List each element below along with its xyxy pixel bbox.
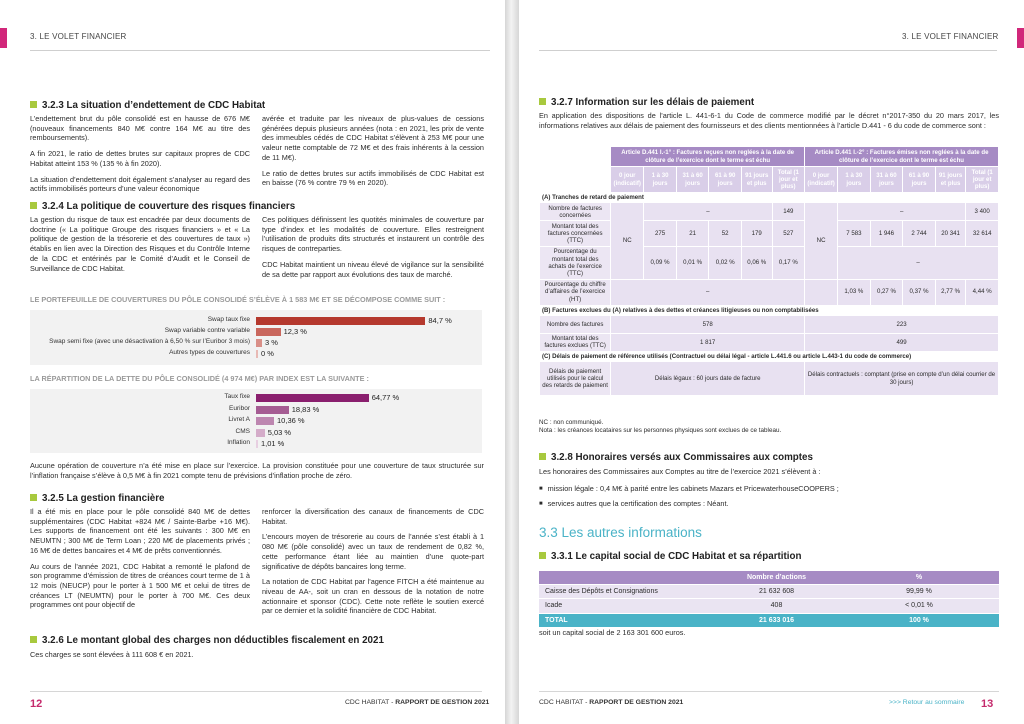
bar-category-label: Swap taux fixe xyxy=(207,316,250,323)
debt-index-chart xyxy=(30,389,482,453)
table-section-b: (B) Factures exclues du (A) relatives à des dettes et créances litigieuses ou non comptabilisées xyxy=(540,305,999,315)
footer-title: CDC HABITAT - RAPPORT DE GESTION 2021 xyxy=(345,699,490,706)
section-tab-marker xyxy=(0,28,7,48)
hedging-portfolio-chart xyxy=(30,310,482,365)
share-capital-table: Nombre d’actions % Caisse des Dépôts et Consignations 21 632 608 99,99 % Icade 408 < 0,01 % TOTAL 21 633 016 100 % xyxy=(539,570,999,627)
list-item: ■ services autres que la certification des comptes : Néant. xyxy=(539,499,729,509)
section-header: 3. LE VOLET FINANCIER xyxy=(30,32,127,41)
text-full: Ces charges se sont élevées à 111 608 € en 2021. xyxy=(30,650,194,659)
table-total-row: TOTAL 21 633 016 100 % xyxy=(539,613,999,627)
bullet-square-icon xyxy=(30,636,37,643)
table-row: Délais de paiement utilisés pour le calcul des retards de paiement Délais légaux : 60 jours date de facture Délais contractuels : comptant (prise en compte d’un délai courrier de 30 jours) xyxy=(540,362,999,396)
page-number: 12 xyxy=(30,698,43,710)
bar-category-label: Swap semi fixe (avec une désactivation à 6,50 % sur l’Euribor 3 mois) xyxy=(49,338,250,345)
bar xyxy=(256,417,274,425)
bullet-square-icon xyxy=(30,494,37,501)
bar xyxy=(256,317,425,325)
bar-category-label: Inflation xyxy=(227,439,250,447)
table-header-issued: Article D.441 I.-2° : Factures émises non reglées à la date de clôture de l’exercice dont le terme est échu xyxy=(805,147,999,167)
text-col-1: La gestion du risque de taux est encadrée par deux documents de doctrine (« La politique Groupe des risques financiers » et « La politique de gestion de la trésorerie et des couvertures de taux ») établis en lien avec la Direction des Risques et du Contrôle Interne de la CDC et entérinés par le Comité d’Audit et le Conseil de Surveillance de CDC Habitat. xyxy=(30,215,250,273)
table-notes: NC : non communiqué. Nota : les créances locataires sur les personnes physiques sont exclues de ce tableau. xyxy=(539,419,782,435)
bar-value-label: 0 % xyxy=(261,349,274,358)
heading-3-2-3: 3.2.3 La situation d’endettement de CDC Habitat xyxy=(30,100,265,113)
back-to-summary-link[interactable]: >>> Retour au sommaire xyxy=(889,699,965,706)
section-header: 3. LE VOLET FINANCIER xyxy=(902,32,999,41)
page-right xyxy=(519,0,1024,724)
bar-category-label: Taux fixe xyxy=(224,393,250,400)
bar-category-label: Swap variable contre variable xyxy=(164,327,250,334)
bar-value-label: 10,36 % xyxy=(277,416,305,426)
bar xyxy=(256,394,369,402)
table-row: Montant total des factures exclues (TTC) 1 817 499 xyxy=(540,333,999,351)
footer-title: CDC HABITAT - RAPPORT DE GESTION 2021 xyxy=(539,699,684,706)
table-section-a: (A) Tranches de retard de paiement xyxy=(540,193,999,203)
table-row: Nombre de factures concernées NC – 149 NC – 3 400 xyxy=(540,203,999,221)
text-col-1: Il a été mis en place pour le pôle consolidé 840 M€ de dettes supplémentaires (CDC Habitat +824 M€ / Sainte-Barbe +16 M€). Les supports de financement ont été les suivants : 300 M€ en NEUMTN ; 300 M€ de Term Loan ; 220 M€ de placements privés ; 16 M€ de dettes bancaires et 4 M€ de prêts conventionnés. Au cours de l’année 2021, CDC Habitat a remonté le plafond de son programme d’émission de titres de créances court terme de 1 à 12 mois (NEUCP) pour le porter à 1 500 M€ et celui de titres de créances LT (NEUMTN) pour le porter à 700 M€. Ces deux programmes ont pour objectif de xyxy=(30,507,250,610)
heading-3-2-5: 3.2.5 La gestion financière xyxy=(30,493,165,506)
bar-value-label: 18,83 % xyxy=(291,404,320,414)
list-item: ■ mission légale : 0,4 M€ à parité entre les cabinets Mazars et PricewaterhouseCOOPERS ; xyxy=(539,484,839,494)
heading-3-2-8: 3.2.8 Honoraires versés aux Commissaires aux comptes xyxy=(539,452,813,465)
section-tab-marker xyxy=(1017,28,1024,48)
bullet-square-icon xyxy=(30,101,37,108)
bar-value-label: 84,7 % xyxy=(428,316,452,325)
text-full: Les honoraires des Commissaires aux Comptes au titre de l’exercice 2021 s’élèvent à : xyxy=(539,467,821,476)
page-number: 13 xyxy=(981,698,994,710)
heading-3-3-1: 3.3.1 Le capital social de CDC Habitat et sa répartition xyxy=(539,551,801,564)
heading-3-3: 3.3 Les autres informations xyxy=(539,525,702,540)
text-full: soit un capital social de 2 163 301 600 euros. xyxy=(539,628,686,637)
page-gutter xyxy=(505,0,519,724)
bar-value-label: 64,77 % xyxy=(371,393,400,402)
table-header-received: Article D.441 I.-1° : Factures reçues non reglées à la date de clôture de l’exercice dont le terme est échu xyxy=(611,147,805,167)
bar-value-label: 12,3 % xyxy=(283,327,307,336)
bar xyxy=(256,429,265,437)
bar-category-label: Livret A xyxy=(228,416,250,424)
header-rule xyxy=(30,50,490,51)
bar xyxy=(256,406,289,414)
page-left xyxy=(0,0,505,724)
table-row: Montant total des factures concernées (TTC) 275 21 52 179 527 7 583 1 946 2 744 20 341 32 614 xyxy=(540,221,999,247)
chart-1-caption: LE PORTEFEUILLE DE COUVERTURES DU PÔLE CONSOLIDÉ S’ÉLÈVE À 1 583 M€ ET SE DÉCOMPOSE COMME SUIT : xyxy=(30,295,446,304)
bar-value-label: 5,03 % xyxy=(267,427,292,437)
table-row: Nombre des factures 578 223 xyxy=(540,315,999,333)
heading-3-2-7: 3.2.7 Information sur les délais de paiement xyxy=(539,97,754,110)
chart-2-caption: LA RÉPARTITION DE LA DETTE DU PÔLE CONSOLIDÉ (4 974 M€) PAR INDEX EST LA SUIVANTE : xyxy=(30,374,369,383)
bullet-square-icon xyxy=(539,552,546,559)
table-row: Caisse des Dépôts et Consignations 21 632 608 99,99 % xyxy=(539,585,999,599)
table-row: Pourcentage du montant total des achats de l’exercice (TTC) 0,09 % 0,01 % 0,02 % 0,06 % 0,17 % – xyxy=(540,247,999,279)
bar-category-label: Euribor xyxy=(229,404,250,412)
footer-rule xyxy=(30,691,482,692)
text-full: En application des dispositions de l’article L. 441-6-1 du Code de commerce modifié par le décret n°2017-350 du 20 mars 2017, les informations relatives aux délais de paiement des fournisseurs et des clients mentionnées à l’article D.441 - 6 du code de commerce sont : xyxy=(539,111,999,130)
bar-value-label: 3 % xyxy=(265,338,278,347)
bullet-square-icon xyxy=(539,98,546,105)
text-col-1: L’endettement brut du pôle consolidé est en hausse de 676 M€ (nouveaux financements 840 M€ contre 164 M€ au titre des remboursements). A fin 2021, le ratio de dettes brutes sur capitaux propres de CDC Habitat atteint 153 % (135 % à fin 2020). La situation d’endettement doit également s’analyser au regard des actifs immobilisés porteurs d’une valeur économique xyxy=(30,114,250,194)
text-col-2: avérée et traduite par les niveaux de plus-values de cessions générées depuis plusieurs années (nota : en 2021, les prix de vente des immeubles cédés de CDC Habitat s’élèvent à 253 M€ pour une valeur nette comptable de 72 M€ et des frais inhérents à la cession de 11 M€). Le ratio de dettes brutes sur actifs immobilisés de CDC Habitat est en baisse (76 % contre 79 % en 2020). xyxy=(262,114,484,188)
text-col-2: renforcer la diversification des canaux de financements de CDC Habitat. L’encours moyen de trésorerie au cours de l’année s’est établi à 1 080 M€ (pôle consolidé) avec un taux de rendement de 0,82 %, cette performance étant liée au maintien d’une quote-part significative de dépôts bancaires long terme. La notation de CDC Habitat par l’agence FITCH a été maintenue au niveau de AA-, soit un cran en dessous de la notation de notre actionnaire et sponsor (CDC). Cette note reflète le soutien exercé par ce dernier et la solidité financière de CDC Habitat. xyxy=(262,507,484,616)
bar-value-label: 1,01 % xyxy=(261,439,285,449)
bar xyxy=(256,350,258,358)
text-col-2: Ces politiques définissent les quotités minimales de couverture par type d’index et les modalités de couverture. Elles restreignent l’utilisation de produits dits structurés et instaurent un contrôle des risques de contreparties. CDC Habitat maintient un niveau élevé de vigilance sur la sensibilité de sa dette par rapport aux évolutions des taux de marché. xyxy=(262,215,484,279)
bar-category-label: CMS xyxy=(235,427,250,435)
bullet-square-icon xyxy=(30,202,37,209)
bar xyxy=(256,328,281,336)
bullet-square-icon xyxy=(539,453,546,460)
bar-category-label: Autres types de couvertures xyxy=(169,349,250,356)
header-rule xyxy=(539,50,997,51)
table-row: Pourcentage du chiffre d’affaires de l’exercice (HT) – 1,03 % 0,27 % 0,37 % 2,77 % 4,44 % xyxy=(540,279,999,305)
bar xyxy=(256,440,258,448)
footer-rule xyxy=(539,691,999,692)
table-section-c: (C) Délais de paiement de référence utilisés (Contractuel ou délai légal - article L.441.6 ou article L.443-1 du code de commerce) xyxy=(540,351,999,361)
table-row: Icade 408 < 0,01 % xyxy=(539,599,999,613)
heading-3-2-6: 3.2.6 Le montant global des charges non déductibles fiscalement en 2021 xyxy=(30,635,384,648)
text-full: Aucune opération de couverture n’a été mise en place sur l’exercice. La provision constituée pour une couverture de taux structurée sur l’inflation française s’élève à 0,5 M€ à fin 2021 compte tenu de prévisions d’inflation proche de zéro. xyxy=(30,461,484,480)
heading-3-2-4: 3.2.4 La politique de couverture des risques financiers xyxy=(30,201,295,214)
payment-delays-table: Article D.441 I.-1° : Factures reçues non reglées à la date de clôture de l’exercice dont le terme est échu Article D.441 I.-2° : Factures émises non reglées à la date de clôture de l’exercice dont le terme est échu 0 jour (indicatif) 1 à 30 jours 31 à 60 jours 61 à 90 jours 91 jours et plus Total (1 jour et plus) 0 jour (indicatif) 1 à 30 jours 31 à 60 jours 61 à 90 jours 91 jours et plus Total (1 jour et plus) (A) Tranches de retard de paiement Nombre de factures concernées NC – 149 NC – 3 400 Montant total des factures concernées (TTC) 275 21 52 179 527 7 583 1 946 2 744 20 341 32 614 Pourcentage du montant total des achats de l’exercice (TTC) 0,09 % 0,01 % 0,02 % 0,06 % 0,17 % – Pourcentage du chiffre d’affaires de l’exercice (HT) – 1,03 % 0,27 % 0,37 % 2,77 % 4,44 % (B) Factures exclues du (A) relatives à des dettes et créances litigieuses ou non comptabilisées Nombre des factures 578 223 Montant total des factures exclues (TTC) 1 817 499 (C) Délais de paiement de référence utilisés (Contractuel ou délai légal - article L.441.6 ou article L.443-1 du code de commerce) Délais de paiement utilisés pour le calcul des retards de paiement Délais légaux : 60 jours date de facture Délais contractuels : comptant (prise en compte d’un délai courrier de 30 jours) xyxy=(539,146,999,396)
bar xyxy=(256,339,262,347)
